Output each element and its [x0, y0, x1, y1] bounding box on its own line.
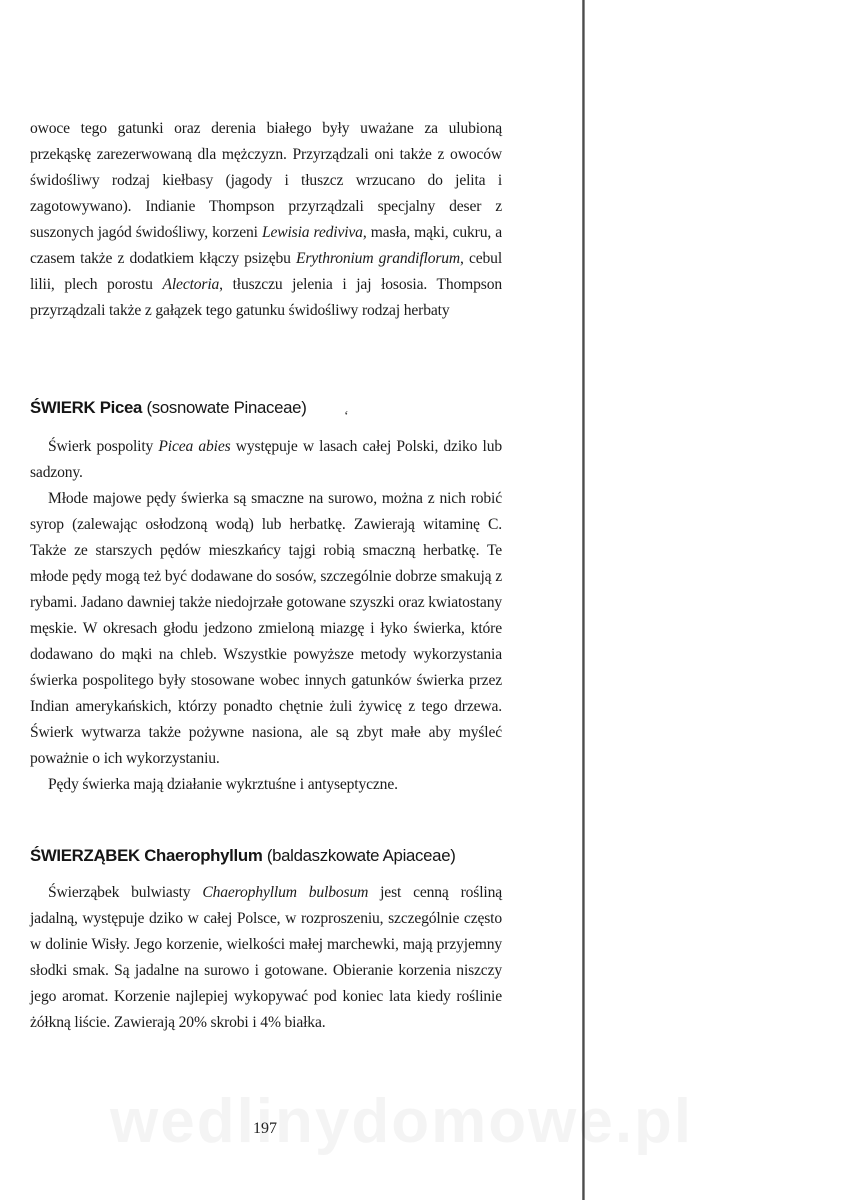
text-run: Świerk pospolity [48, 438, 159, 455]
section-heading-swierzabek [30, 846, 456, 866]
text-run: , cebul lilii, plech porostu [30, 250, 503, 293]
swierk-paragraph-2: Młode majowe pędy świerka są smaczne na surowo, można z nich robić syrop (zalewając osłodzoną wodą) lub herbatkę. Zawierają witaminę C. Także ze starszych pędów mieszkańcy tajgi robią smaczną herbatkę. Te młode pędy mogą też być dodawane do sosów, szczególnie dobrze smakują z rybami. Jadano dawniej także niedojrzałe gotowane szyszki oraz kwiatostany męskie. W okresach głodu jedzono zmieloną miazgę i łyko świerka, które dodawano do mąki na chleb. Wszystkie powyższe metody wykorzystania świerka pospolitego były stosowane wobec innych gatunków świerka przez Indian amerykańskich, którzy ponadto chętnie żuli żywicę z tego drzewa. Świerk wytwarza także pożywne nasiona, ale są zbyt małe aby myśleć poważnie o ich wykorzystaniu. [30, 490, 502, 767]
section-heading-swierk [30, 398, 307, 418]
heading-word: ŚWIERZĄBEK [30, 846, 140, 865]
heading-latin: Chaerophyllum [144, 846, 263, 865]
heading-family-latin: Apiaceae) [382, 846, 456, 865]
heading-family-latin: Pinaceae) [233, 398, 307, 417]
latin-name: Erythronium grandiflorum [295, 250, 461, 267]
heading-latin: Picea [99, 398, 143, 417]
intro-paragraph [30, 116, 502, 324]
page-spine [582, 0, 585, 1200]
text-run: owoce tego gatunki oraz derenia białego były uważane za ulubioną przekąskę zarezerwowaną dla mężczyzn. Przyrządzali oni także z owoców świdośliwy rodzaj kiełbasy (jagody i tłuszcz wrzucano do jelita i zagotowywano). Indianie Thompson przyrządzali specjalny deser z suszonych jagód świdośliwy, korzeni [30, 120, 502, 241]
latin-name: Picea abies [158, 438, 231, 455]
latin-name: Alectoria [162, 276, 220, 293]
latin-name: Chaerophyllum bulbosum [202, 884, 369, 901]
heading-family: (baldaszkowate [266, 846, 380, 865]
heading-family: (sosnowate [146, 398, 230, 417]
text-run: , tłuszczu jelenia i jaj łososia. Thompson przyrządzali także z gałązek tego gatunku świdośliwy rodzaj herbaty [30, 276, 503, 319]
text-run: , masła, mąki, cukru, a czasem także z dodatkiem kłączy psizębu [30, 224, 502, 267]
watermark [110, 1086, 693, 1157]
latin-name: Lewisia rediviva [261, 224, 363, 241]
stray-mark: ʻ [344, 409, 349, 424]
swierk-paragraph-3: Pędy świerka mają działanie wykrztuśne i antyseptyczne. [48, 776, 398, 793]
heading-word: ŚWIERK [30, 398, 96, 417]
text-run: występuje w lasach całej Polski, dziko lub sadzony. [30, 438, 502, 481]
text-run: Świerząbek bulwiasty [48, 884, 203, 901]
swierzabek-text [30, 880, 502, 1036]
page-number: 197 [253, 1120, 277, 1137]
swierzabek-paragraph-1 [30, 880, 502, 1036]
text-run: jest cenną rośliną jadalną, występuje dziko w całej Polsce, w rozproszeniu, szczególnie często w dolinie Wisły. Jego korzenie, wielkości małej marchewki, mają przyjemny słodki smak. Są jadalne na surowo i gotowane. Obieranie korzenia niszczy jego aromat. Korzenie najlepiej wykopywać pod koniec lata kiedy roślinie żółkną liście. Zawierają 20% skrobi i 4% białka. [30, 884, 503, 1031]
swierk-text [30, 434, 502, 798]
swierk-paragraph-1 [30, 434, 502, 486]
intro-text [30, 116, 502, 324]
